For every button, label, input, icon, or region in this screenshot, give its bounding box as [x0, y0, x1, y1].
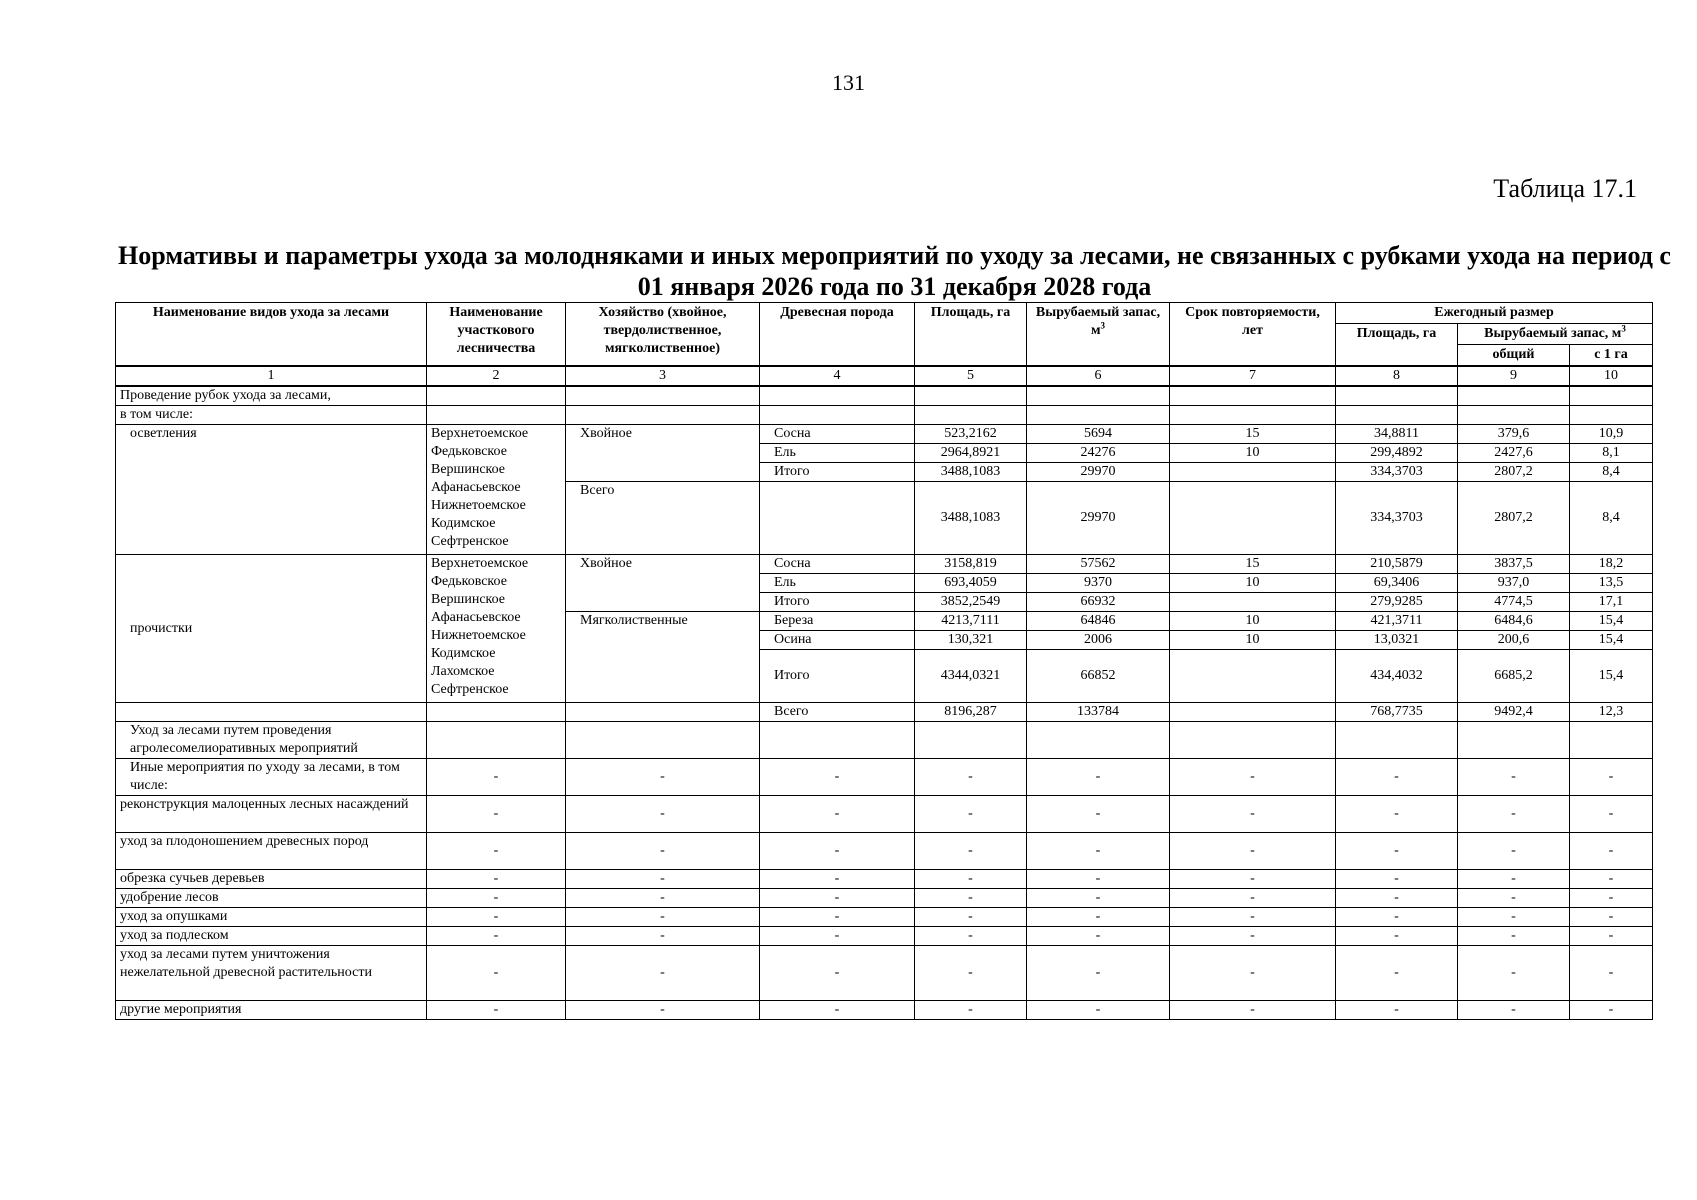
forestry-name: Кодимское	[431, 646, 496, 661]
column-number: 5	[915, 366, 1027, 386]
species	[760, 482, 915, 555]
dash-cell: -	[1570, 908, 1653, 927]
species: Итого	[760, 650, 915, 703]
species: Всего	[760, 703, 915, 722]
header-period: Срок повторяемости, лет	[1170, 303, 1336, 367]
period	[1170, 463, 1336, 482]
dash-cell: -	[1027, 870, 1170, 889]
dash-cell: -	[1027, 946, 1170, 1001]
stock: 57562	[1027, 555, 1170, 574]
measure-label: Иные мероприятия по уходу за лесами, в том числе:	[116, 759, 427, 796]
dash-cell: -	[1170, 946, 1336, 1001]
annual-per-ha: 13,5	[1570, 574, 1653, 593]
area: 8196,287	[915, 703, 1027, 722]
forestry-list	[427, 425, 566, 555]
measure-label: уход за опушками	[116, 908, 427, 927]
forestry-name: Сефтренское	[431, 534, 509, 549]
dash-cell: -	[1458, 946, 1570, 1001]
dash-cell: -	[1458, 796, 1570, 833]
dash-cell: -	[915, 927, 1027, 946]
norms-table	[115, 302, 1653, 1020]
dash-cell: -	[566, 927, 760, 946]
table-row	[116, 759, 1653, 796]
dash-cell: -	[1570, 889, 1653, 908]
species: Итого	[760, 593, 915, 612]
economy-total: Всего	[566, 482, 760, 555]
column-number: 6	[1027, 366, 1170, 386]
column-number: 8	[1336, 366, 1458, 386]
header-annual-area: Площадь, га	[1336, 324, 1458, 367]
measure-label: уход за подлеском	[116, 927, 427, 946]
annual-stock: 3837,5	[1458, 555, 1570, 574]
annual-per-ha: 8,4	[1570, 482, 1653, 555]
dash-cell: -	[760, 927, 915, 946]
dash-cell: -	[1458, 927, 1570, 946]
period	[1170, 650, 1336, 703]
dash-cell: -	[427, 946, 566, 1001]
species: Осина	[760, 631, 915, 650]
dash-cell: -	[915, 908, 1027, 927]
period: 10	[1170, 631, 1336, 650]
table-row	[116, 703, 1653, 722]
header-forestry: Наименование участкового лесничества	[427, 303, 566, 367]
dash-cell: -	[427, 796, 566, 833]
dash-cell: -	[1570, 759, 1653, 796]
annual-area: 69,3406	[1336, 574, 1458, 593]
period	[1170, 703, 1336, 722]
dash-cell: -	[427, 870, 566, 889]
dash-cell: -	[760, 870, 915, 889]
area: 130,321	[915, 631, 1027, 650]
column-number: 10	[1570, 366, 1653, 386]
dash-cell: -	[1570, 1001, 1653, 1020]
dash-cell: -	[427, 1001, 566, 1020]
dash-cell: -	[566, 833, 760, 870]
annual-area: 434,4032	[1336, 650, 1458, 703]
header-per-ha: с 1 га	[1570, 345, 1653, 367]
dash-cell: -	[1336, 870, 1458, 889]
forestry-name: Кодимское	[431, 516, 496, 531]
annual-per-ha: 10,9	[1570, 425, 1653, 444]
dash-cell: -	[427, 759, 566, 796]
dash-cell: -	[1170, 908, 1336, 927]
area: 3488,1083	[915, 463, 1027, 482]
table-row	[116, 555, 1653, 574]
section-sub: в том числе:	[116, 406, 427, 425]
stock: 29970	[1027, 463, 1170, 482]
table-row	[116, 722, 1653, 759]
header-annual: Ежегодный размер	[1336, 303, 1653, 324]
area: 3158,819	[915, 555, 1027, 574]
dash-cell: -	[760, 908, 915, 927]
table-row	[116, 870, 1653, 889]
annual-per-ha: 12,3	[1570, 703, 1653, 722]
dash-cell: -	[760, 833, 915, 870]
area: 3488,1083	[915, 482, 1027, 555]
stock: 5694	[1027, 425, 1170, 444]
section-heading: Проведение рубок ухода за лесами,	[116, 386, 427, 406]
dash-cell: -	[427, 889, 566, 908]
table-row	[116, 889, 1653, 908]
area: 2964,8921	[915, 444, 1027, 463]
dash-cell: -	[915, 833, 1027, 870]
period: 15	[1170, 425, 1336, 444]
economy-conif: Хвойное	[566, 555, 760, 612]
dash-cell: -	[566, 759, 760, 796]
table-row	[116, 386, 1653, 406]
annual-stock: 937,0	[1458, 574, 1570, 593]
annual-area: 13,0321	[1336, 631, 1458, 650]
economy-soft: Мягколиственные	[566, 612, 760, 703]
annual-area: 768,7735	[1336, 703, 1458, 722]
dash-cell: -	[1336, 759, 1458, 796]
species: Сосна	[760, 555, 915, 574]
dash-cell: -	[1170, 796, 1336, 833]
annual-stock: 379,6	[1458, 425, 1570, 444]
dash-cell: -	[1458, 870, 1570, 889]
header-total: общий	[1458, 345, 1570, 367]
annual-area: 34,8811	[1336, 425, 1458, 444]
dash-cell: -	[915, 889, 1027, 908]
header-annual-stock	[1458, 324, 1653, 345]
header-kind: Наименование видов ухода за лесами	[116, 303, 427, 367]
table-row	[116, 796, 1653, 833]
dash-cell: -	[915, 796, 1027, 833]
dash-cell: -	[566, 946, 760, 1001]
forestry-name: Сефтренское	[431, 682, 509, 697]
area: 523,2162	[915, 425, 1027, 444]
dash-cell: -	[760, 1001, 915, 1020]
forestry-name: Вершинское	[431, 462, 506, 477]
annual-stock: 2807,2	[1458, 482, 1570, 555]
dash-cell: -	[1458, 908, 1570, 927]
forestry-name: Афанасьевское	[431, 610, 521, 625]
stock: 66932	[1027, 593, 1170, 612]
annual-area: 210,5879	[1336, 555, 1458, 574]
dash-cell: -	[1170, 889, 1336, 908]
period	[1170, 593, 1336, 612]
annual-stock: 6484,6	[1458, 612, 1570, 631]
dash-cell: -	[1170, 870, 1336, 889]
dash-cell: -	[1170, 833, 1336, 870]
dash-cell: -	[566, 796, 760, 833]
header-economy: Хозяйство (хвойное, твердолиственное, мягколиственное)	[566, 303, 760, 367]
page-number: 131	[832, 70, 865, 95]
forestry-name: Вершинское	[431, 592, 506, 607]
annual-per-ha: 15,4	[1570, 650, 1653, 703]
kind-prochistki: прочистки	[116, 555, 427, 703]
unit-superscript: 3	[1100, 320, 1106, 331]
dash-cell: -	[1170, 927, 1336, 946]
dash-cell: -	[1458, 1001, 1570, 1020]
area: 693,4059	[915, 574, 1027, 593]
dash-cell: -	[427, 927, 566, 946]
dash-cell: -	[1027, 889, 1170, 908]
forestry-name: Федьковское	[431, 444, 507, 459]
annual-per-ha: 18,2	[1570, 555, 1653, 574]
document-title: Нормативы и параметры ухода за молодняками и иных мероприятий по уходу за лесами, не связанных с рубками ухода на период с 01 января 2026 года по 31 декабря 2028 года	[118, 241, 1671, 301]
column-number: 2	[427, 366, 566, 386]
column-number: 3	[566, 366, 760, 386]
period: 10	[1170, 444, 1336, 463]
measure-label: уход за плодоношением древесных пород	[116, 833, 427, 870]
dash-cell: -	[1027, 796, 1170, 833]
stock: 9370	[1027, 574, 1170, 593]
area: 3852,2549	[915, 593, 1027, 612]
annual-per-ha: 8,4	[1570, 463, 1653, 482]
annual-area: 334,3703	[1336, 463, 1458, 482]
dash-cell: -	[915, 946, 1027, 1001]
annual-per-ha: 17,1	[1570, 593, 1653, 612]
dash-cell: -	[760, 759, 915, 796]
dash-cell: -	[427, 833, 566, 870]
unit-superscript: 3	[1621, 323, 1626, 334]
annual-area: 334,3703	[1336, 482, 1458, 555]
dash-cell: -	[1336, 908, 1458, 927]
species: Береза	[760, 612, 915, 631]
table-row	[116, 406, 1653, 425]
dash-cell: -	[1170, 759, 1336, 796]
dash-cell: -	[915, 1001, 1027, 1020]
stock: 29970	[1027, 482, 1170, 555]
annual-area: 299,4892	[1336, 444, 1458, 463]
dash-cell: -	[1027, 833, 1170, 870]
agro-label: Уход за лесами путем проведения агролесомелиоративных мероприятий	[116, 722, 427, 759]
dash-cell: -	[915, 870, 1027, 889]
dash-cell: -	[427, 908, 566, 927]
period: 15	[1170, 555, 1336, 574]
annual-per-ha: 15,4	[1570, 631, 1653, 650]
dash-cell: -	[1570, 833, 1653, 870]
dash-cell: -	[1336, 946, 1458, 1001]
dash-cell: -	[760, 946, 915, 1001]
dash-cell: -	[1458, 833, 1570, 870]
table-row	[116, 1001, 1653, 1020]
dash-cell: -	[1336, 927, 1458, 946]
dash-cell: -	[566, 870, 760, 889]
annual-stock: 9492,4	[1458, 703, 1570, 722]
dash-cell: -	[1170, 1001, 1336, 1020]
table-row	[116, 946, 1653, 1001]
dash-cell: -	[566, 889, 760, 908]
header-stock-text: Вырубаемый запас, м	[1035, 305, 1161, 338]
stock: 66852	[1027, 650, 1170, 703]
column-number: 7	[1170, 366, 1336, 386]
forestry-name: Лахомское	[431, 664, 495, 679]
dash-cell: -	[1570, 796, 1653, 833]
measure-label: реконструкция малоценных лесных насаждений	[116, 796, 427, 833]
dash-cell: -	[1027, 908, 1170, 927]
dash-cell: -	[1027, 927, 1170, 946]
table-row	[116, 927, 1653, 946]
area: 4213,7111	[915, 612, 1027, 631]
annual-area: 279,9285	[1336, 593, 1458, 612]
annual-stock: 4774,5	[1458, 593, 1570, 612]
measure-label: удобрение лесов	[116, 889, 427, 908]
forestry-list	[427, 555, 566, 703]
table-row	[116, 908, 1653, 927]
annual-stock: 6685,2	[1458, 650, 1570, 703]
forestry-name: Верхнетоемское	[431, 426, 529, 441]
species: Итого	[760, 463, 915, 482]
stock: 133784	[1027, 703, 1170, 722]
forestry-name: Верхнетоемское	[431, 556, 529, 571]
header-species: Древесная порода	[760, 303, 915, 367]
column-number: 4	[760, 366, 915, 386]
annual-area: 421,3711	[1336, 612, 1458, 631]
species: Ель	[760, 574, 915, 593]
period	[1170, 482, 1336, 555]
period: 10	[1170, 574, 1336, 593]
dash-cell: -	[1027, 1001, 1170, 1020]
measure-label: уход за лесами путем уничтожения нежелательной древесной растительности	[116, 946, 427, 1001]
dash-cell: -	[566, 1001, 760, 1020]
stock: 2006	[1027, 631, 1170, 650]
measure-label: другие мероприятия	[116, 1001, 427, 1020]
dash-cell: -	[1336, 1001, 1458, 1020]
header-annual-stock-text: Вырубаемый запас, м	[1484, 326, 1622, 341]
measure-label: обрезка сучьев деревьев	[116, 870, 427, 889]
dash-cell: -	[566, 908, 760, 927]
column-number: 1	[116, 366, 427, 386]
species: Ель	[760, 444, 915, 463]
column-number: 9	[1458, 366, 1570, 386]
area: 4344,0321	[915, 650, 1027, 703]
annual-per-ha: 15,4	[1570, 612, 1653, 631]
annual-stock: 2427,6	[1458, 444, 1570, 463]
dash-cell: -	[1570, 946, 1653, 1001]
dash-cell: -	[1336, 796, 1458, 833]
species: Сосна	[760, 425, 915, 444]
forestry-name: Нижнетоемское	[431, 628, 526, 643]
dash-cell: -	[915, 759, 1027, 796]
dash-cell: -	[760, 796, 915, 833]
table-label: Таблица 17.1	[1493, 174, 1637, 203]
dash-cell: -	[1336, 833, 1458, 870]
stock: 24276	[1027, 444, 1170, 463]
dash-cell: -	[1336, 889, 1458, 908]
annual-per-ha: 8,1	[1570, 444, 1653, 463]
period: 10	[1170, 612, 1336, 631]
forestry-name: Афанасьевское	[431, 480, 521, 495]
kind-osvetleniya: осветления	[116, 425, 427, 555]
annual-stock: 200,6	[1458, 631, 1570, 650]
annual-stock: 2807,2	[1458, 463, 1570, 482]
dash-cell: -	[760, 889, 915, 908]
forestry-name: Федьковское	[431, 574, 507, 589]
dash-cell: -	[1570, 870, 1653, 889]
header-stock	[1027, 303, 1170, 367]
table-row	[116, 833, 1653, 870]
table-row	[116, 425, 1653, 444]
forestry-name: Нижнетоемское	[431, 498, 526, 513]
dash-cell: -	[1570, 927, 1653, 946]
stock: 64846	[1027, 612, 1170, 631]
dash-cell: -	[1458, 759, 1570, 796]
dash-cell: -	[1458, 889, 1570, 908]
economy-conif: Хвойное	[566, 425, 760, 482]
dash-cell: -	[1027, 759, 1170, 796]
header-area: Площадь, га	[915, 303, 1027, 367]
